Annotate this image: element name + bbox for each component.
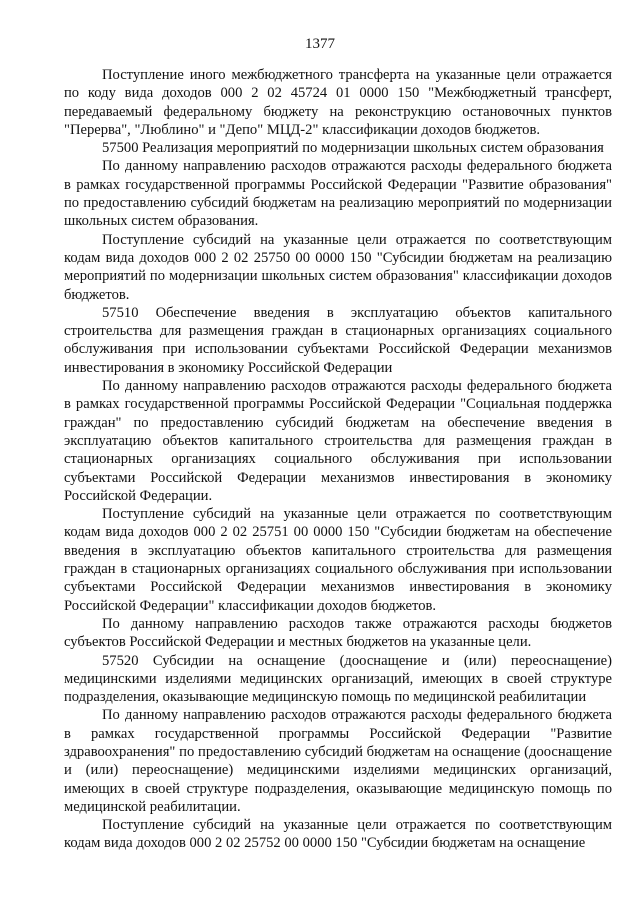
paragraph-57510-expenses: По данному направлению расходов отражаются расходы федерального бюджета в рамках государственной программы Российской Федерации "Социальная поддержка граждан" по предоставлению субсидий бюджетам на обеспечение введения в эксплуатацию объектов капитального строительства для размещения граждан в стационарных организациях социального обслуживания при использовании субъектами Российской Федерации механизмов инвестирования в экономику Российской Федерации.: [64, 378, 612, 504]
document-body: [64, 66, 612, 853]
paragraph-57510-regional: По данному направлению расходов также отражаются расходы бюджетов субъектов Российской Федерации и местных бюджетов на указанные цели.: [64, 615, 612, 651]
heading-57510: 57510 Обеспечение введения в эксплуатацию объектов капитального строительства для размещения граждан в стационарных организациях социального обслуживания при использовании субъектами Российской Федерации механизмов инвестирования в экономику Российской Федерации: [64, 304, 612, 376]
paragraph-57520-income: Поступление субсидий на указанные цели отражается по соответствующим кодам вида доходов 000 2 02 25752 00 0000 150 "Субсидии бюджетам на оснащение: [64, 817, 612, 852]
page-number: 1377: [305, 36, 335, 52]
paragraph-57510-income: Поступление субсидий на указанные цели отражается по соответствующим кодам вида доходов 000 2 02 25751 00 0000 150 "Субсидии бюджетам на обеспечение введения в эксплуатацию объектов капитального строительства для размещения граждан в стационарных организациях социального обслуживания при использовании субъектами Российской Федерации механизмов инвестирования в экономику Российской Федерации" классификации доходов бюджетов.: [64, 506, 612, 614]
paragraph-transfer-income: Поступление иного межбюджетного трансферта на указанные цели отражается по коду вида доходов 000 2 02 45724 01 0000 150 "Межбюджетный трансферт, передаваемый федеральному бюджету на реконструкцию остановочных пунктов "Перерва", "Люблино" и "Депо" МЦД-2" классификации доходов бюджетов.: [64, 67, 612, 138]
heading-57500: 57500 Реализация мероприятий по модернизации школьных систем образования: [102, 140, 604, 157]
paragraph-57500-income: Поступление субсидий на указанные цели отражается по соответствующим кодам вида доходов 000 2 02 25750 00 0000 150 "Субсидии бюджетам на реализацию мероприятий по модернизации школьных систем образования" классификации доходов бюджетов.: [64, 231, 612, 303]
heading-57520: 57520 Субсидии на оснащение (дооснащение и (или) переоснащение) медицинскими изделиями медицинских организаций, имеющих в своей структуре подразделения, оказывающие медицинскую помощь по медицинской реабилитации: [64, 652, 612, 706]
paragraph-57520-expenses: По данному направлению расходов отражаются расходы федерального бюджета в рамках государственной программы Российской Федерации "Развитие здравоохранения" по предоставлению субсидий бюджетам на оснащение (дооснащение и (или) переоснащение) медицинскими изделиями медицинских организаций, имеющих в своей структуре подразделения, оказывающие медицинскую помощь по медицинской реабилитации.: [64, 707, 612, 815]
paragraph-57500-expenses: По данному направлению расходов отражаются расходы федерального бюджета в рамках государственной программы Российской Федерации "Развитие образования" по предоставлению субсидий бюджетам на реализацию мероприятий по модернизации школьных систем образования.: [64, 158, 612, 230]
